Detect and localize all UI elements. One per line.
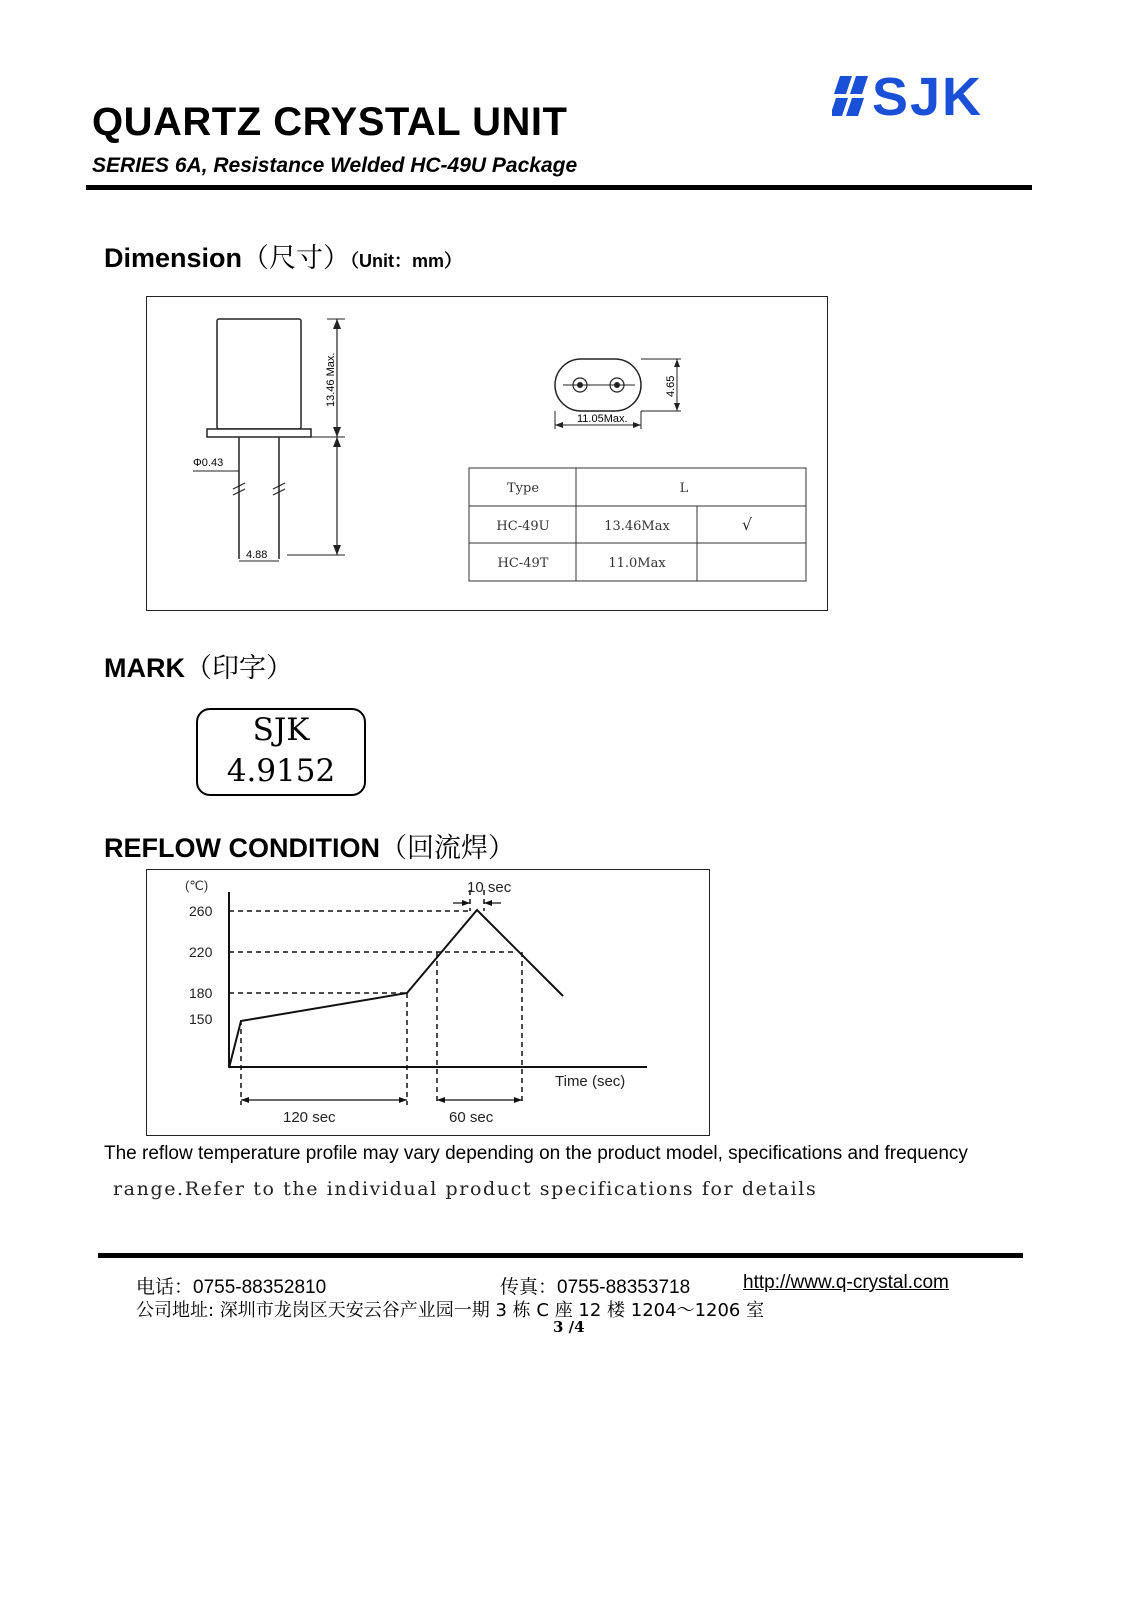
y-tick-label: 220 — [189, 944, 213, 960]
table-cell: 13.46Max — [604, 519, 670, 534]
sjk-logo — [832, 68, 1032, 129]
y-tick-label: 180 — [189, 985, 213, 1001]
footer-fax — [500, 1272, 690, 1299]
website-link[interactable]: http://www.q-crystal.com — [743, 1272, 949, 1293]
tel-number: 0755-88352810 — [193, 1277, 327, 1298]
fax-number: 0755-88353718 — [557, 1277, 691, 1298]
footer-address: 公司地址: 深圳市龙岗区天安云谷产业园一期 3 栋 C 座 12 楼 1204～1206 室 — [136, 1300, 765, 1321]
crystal-base — [207, 429, 311, 437]
depth-label: 4.65 — [665, 375, 677, 397]
fax-label: 传真： — [500, 1276, 558, 1298]
preheat-label: 120 sec — [283, 1109, 336, 1126]
pitch-label: 4.88 — [246, 549, 268, 561]
reflow-chart — [146, 869, 710, 1136]
dimension-unit: （Unit：mm） — [350, 251, 463, 271]
y-tick-label: 260 — [189, 903, 213, 919]
table-cell: 11.0Max — [608, 556, 666, 571]
reflow-note-line-2: range.Refer to the individual product specifications for details — [113, 1178, 818, 1200]
height-label: 13.46 Max. — [325, 352, 337, 407]
dimension-table — [469, 468, 806, 581]
reflow-heading-cn: （回流焊） — [379, 833, 515, 864]
lead-dia-label: Φ0.43 — [193, 457, 224, 469]
reflow-profile-line — [229, 910, 563, 1068]
mark-heading — [104, 646, 293, 685]
dimension-heading-cn: （尺寸） — [242, 243, 351, 274]
dimension-heading — [104, 236, 462, 275]
y-tick-label: 150 — [189, 1011, 213, 1027]
document-subtitle: SERIES 6A, Resistance Welded HC-49U Package — [92, 154, 578, 177]
reflow-heading — [104, 826, 515, 865]
table-cell-check: √ — [741, 515, 753, 534]
document-title: QUARTZ CRYSTAL UNIT — [92, 100, 568, 144]
y-unit-label: (℃) — [185, 878, 209, 893]
reflow-note-line-1: The reflow temperature profile may vary depending on the product model, specifications and frequency — [104, 1143, 968, 1164]
dimension-drawing — [146, 296, 828, 611]
mark-heading-text: MARK — [104, 653, 185, 683]
table-header-type: Type — [506, 481, 540, 496]
table-cell: HC-49U — [496, 519, 550, 534]
table-cell: HC-49T — [497, 556, 549, 571]
reflow-heading-text: REFLOW CONDITION — [104, 833, 380, 863]
mark-heading-cn: （印字） — [185, 653, 293, 684]
page-number: 3 /4 — [553, 1318, 585, 1336]
mark-box — [196, 708, 366, 796]
tel-label: 电话： — [136, 1276, 194, 1298]
crystal-can — [217, 319, 301, 429]
width-label: 11.05Max. — [577, 413, 628, 425]
peak-label: 10 sec — [467, 879, 512, 896]
x-axis-label: Time (sec) — [555, 1073, 626, 1090]
table-header-l: L — [679, 481, 689, 496]
logo-text: SJK — [872, 68, 984, 124]
mark-line-1: SJK — [252, 712, 310, 748]
above220-label: 60 sec — [449, 1109, 494, 1126]
footer-rule — [98, 1253, 1023, 1258]
footer-tel — [136, 1272, 326, 1299]
header-rule — [86, 185, 1032, 190]
dimension-heading-text: Dimension — [104, 243, 243, 273]
mark-line-2: 4.9152 — [226, 753, 336, 789]
